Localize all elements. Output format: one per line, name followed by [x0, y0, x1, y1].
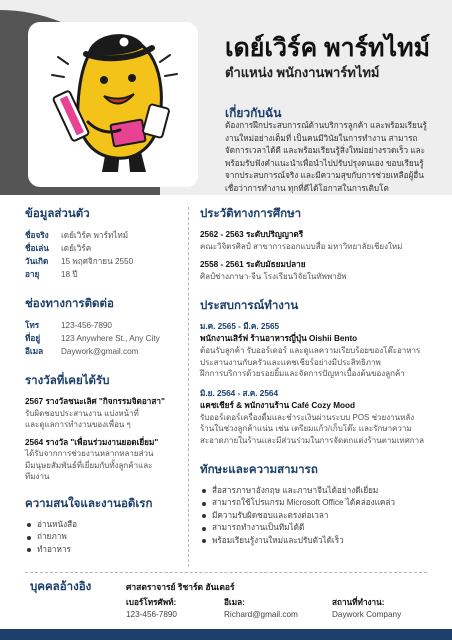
job-title: พนักงานเสิร์ฟ ร้านอาหารญี่ปุ่น Oishii Bento	[200, 334, 358, 343]
reference-block	[126, 580, 426, 621]
profile-photo	[28, 22, 198, 187]
skill-item: พร้อมเรียนรู้งานใหม่และปรับตัวได้เร็ว	[200, 535, 440, 548]
about-line: ต้องการฝึกประสบการณ์ด้านบริการลูกค้า และพร้อมเรียนรู้	[225, 121, 427, 130]
mascot-illustration	[28, 22, 198, 187]
contact-email[interactable]: Daywork@gmail.com	[61, 347, 139, 356]
education-item	[200, 259, 440, 283]
award-title: 2564 รางวัล "เพื่อนร่วมงานยอดเยี่ยม"	[25, 437, 159, 447]
contact-phone[interactable]: 123-456-7890	[61, 321, 112, 330]
personal-value: เดย์เวิร์ค	[61, 244, 92, 253]
job-desc: รับออร์เดอร์เครื่องดื่มและชำระเงินผ่านระบบ POS ช่วยงานหลัง	[200, 412, 415, 422]
skill-item: สามารถใช้โปรแกรม Microsoft Office ได้คล่องแคล่ว	[200, 497, 440, 510]
reference-phone-label: เบอร์โทรศัพท์:	[126, 598, 177, 607]
reference-email-label: อีเมล:	[224, 598, 245, 607]
skill-item: สื่อสารภาษาอังกฤษ และภาษาจีนได้อย่างดีเยี่ยม	[200, 485, 440, 498]
award-item	[25, 437, 183, 483]
personal-row	[25, 255, 183, 268]
personal-value: เดย์เวิร์ค พาร์ทไทม์	[61, 231, 129, 240]
reference-email-cell	[224, 597, 332, 621]
reference-name: ศาสตราจารย์ ริชาร์ด ฮันเตอร์	[126, 582, 235, 592]
personal-value: 18 ปี	[61, 270, 78, 279]
reference-work-cell	[332, 597, 426, 621]
skills-title: ทักษะและความสามารถ	[200, 463, 318, 476]
about-line: พร้อมรับฟังคำแนะนำเพื่อนำไปปรับปรุงตนเอง ขอบเรียนรู้	[225, 158, 424, 168]
right-column	[200, 205, 440, 547]
award-desc: รับผิดชอบประสานงาน แบ่งหน้าที่	[25, 408, 139, 418]
reference-email[interactable]: Richard@gmail.com	[224, 610, 298, 619]
personal-row	[25, 268, 183, 281]
experience-item	[200, 321, 440, 380]
award-desc: และดูแลการทำงานของเพื่อน ๆ	[25, 420, 131, 429]
personal-value: 15 พฤศจิกายน 2550	[61, 257, 134, 266]
experience-title: ประสบการณ์ทำงาน	[200, 300, 299, 312]
reference-workplace: Daywork Company	[332, 610, 402, 619]
hobbies-list	[25, 519, 183, 557]
references-title: บุคคลอ้างอิง	[30, 581, 92, 593]
contact-key: อีเมล	[25, 347, 44, 356]
left-column	[25, 205, 183, 556]
skill-item: สามารถทำงานเป็นทีมได้ดี	[200, 522, 440, 535]
about-line: งานใหม่อย่างเต็มที่ เป็นคนมีวินัยในการทำงาน สามารถ	[225, 133, 418, 143]
award-desc: ได้รับจากการช่วยงานหลากหลายส่วน	[25, 449, 154, 458]
contact-row	[25, 345, 183, 358]
about-line: เชื่อว่าการทำงาน ทุกที่ดีได้โอกาสในการเติบโต	[225, 183, 389, 193]
award-desc: ทีมงาน	[25, 472, 50, 481]
contact-key: โทร	[25, 321, 40, 330]
awards-title: รางวัลที่เคยได้รับ	[25, 375, 110, 387]
job-desc: ประสานงานกับครัวและแคชเชียร์อย่างมีประสิทธิภาพ	[200, 357, 381, 367]
about-line: จากประสบการณ์จริง และมีความสุขกับการช่วยเหลือผู้อื่น	[225, 171, 424, 181]
job-date: มิ.ย. 2564 - ส.ค. 2564	[200, 388, 279, 398]
contact-address: 123 Anywhere St., Any City	[61, 334, 160, 343]
education-desc: คณะวิจิตรศิลป์ สาขาการออกแบบสื่อ มหาวิทยาลัยเชียงใหม่	[200, 242, 403, 251]
personal-row	[25, 229, 183, 242]
job-desc: ต้อนรับลูกค้า รับออร์เดอร์ และดูแลความเรียบร้อยของโต๊ะอาหาร	[200, 346, 421, 355]
education-item	[200, 229, 440, 253]
about-line: จัดการเวลาได้ดี และพร้อมเรียนรู้สิ่งใหม่อย่างรวดเร็ว และ	[225, 146, 426, 156]
job-date: ม.ค. 2565 - มี.ค. 2565	[200, 322, 280, 331]
skills-list	[200, 485, 440, 548]
about-text	[225, 120, 440, 196]
reference-phone[interactable]: 123-456-7890	[126, 610, 177, 619]
hobby-item: ถ่ายภาพ	[25, 531, 183, 544]
personal-key: ชื่อจริง	[25, 231, 49, 240]
column-divider	[188, 207, 189, 567]
education-period: 2562 - 2563 ระดับปริญญาตรี	[200, 230, 304, 239]
job-desc: สะอาดภายในร้านและมีส่วนร่วมในการจัดตกแต่งร้านตามเทศกาล	[200, 435, 425, 445]
award-desc: มีมนุษยสัมพันธ์ที่เยี่ยมกับทั้งลูกค้าและ	[25, 460, 153, 470]
award-title: 2567 รางวัลชนะเลิศ "กิจกรรมจิตอาสา"	[25, 397, 165, 406]
contact-row	[25, 332, 183, 345]
contact-key: ที่อยู่	[25, 334, 41, 343]
job-desc: ฝึกการบริการด้วยรอยยิ้มและจัดการปัญหาเบื้องต้นของลูกค้า	[200, 369, 405, 379]
personal-row	[25, 242, 183, 255]
reference-phone-cell	[126, 597, 224, 621]
personal-info-title: ข้อมูลส่วนตัว	[25, 208, 90, 220]
references-divider	[25, 572, 427, 573]
contact-title: ช่องทางการติดต่อ	[25, 298, 114, 310]
personal-key: วันเกิด	[25, 257, 49, 266]
job-desc: ร้านในช่วงลูกค้าแน่น เช่น เตรียมแก้ว/เก็บโต๊ะ และรักษาความ	[200, 424, 412, 434]
hobby-item: อ่านหนังสือ	[25, 519, 183, 532]
reference-details	[126, 597, 426, 621]
personal-key: อายุ	[25, 270, 40, 279]
education-title: ประวัติทางการศึกษา	[200, 208, 302, 220]
experience-item	[200, 388, 440, 447]
education-period: 2558 - 2561 ระดับมัธยมปลาย	[200, 260, 306, 269]
hobbies-title: ความสนใจและงานอดิเรก	[25, 497, 153, 510]
reference-work-label: สถานที่ทำงาน:	[332, 598, 385, 607]
footer-bar	[0, 629, 452, 640]
about-title: เกี่ยวกับฉัน	[225, 106, 282, 120]
job-position: ตำแหน่ง พนักงานพาร์ทไทม์	[225, 65, 380, 80]
job-title: แคชเชียร์ & พนักงานร้าน Café Cozy Mood	[200, 400, 356, 410]
skill-item: มีความรับผิดชอบและตรงต่อเวลา	[200, 510, 440, 523]
contact-row	[25, 319, 183, 332]
education-desc: ศิลป์ช่างภาษา-จีน โรงเรียนวิจัยในทัพพายัพ	[200, 272, 347, 281]
award-item	[25, 396, 183, 431]
full-name: เดย์เวิร์ค พาร์ทไทม์	[225, 34, 431, 62]
hobby-item: ทำอาหาร	[25, 544, 183, 557]
personal-key: ชื่อเล่น	[25, 244, 49, 253]
